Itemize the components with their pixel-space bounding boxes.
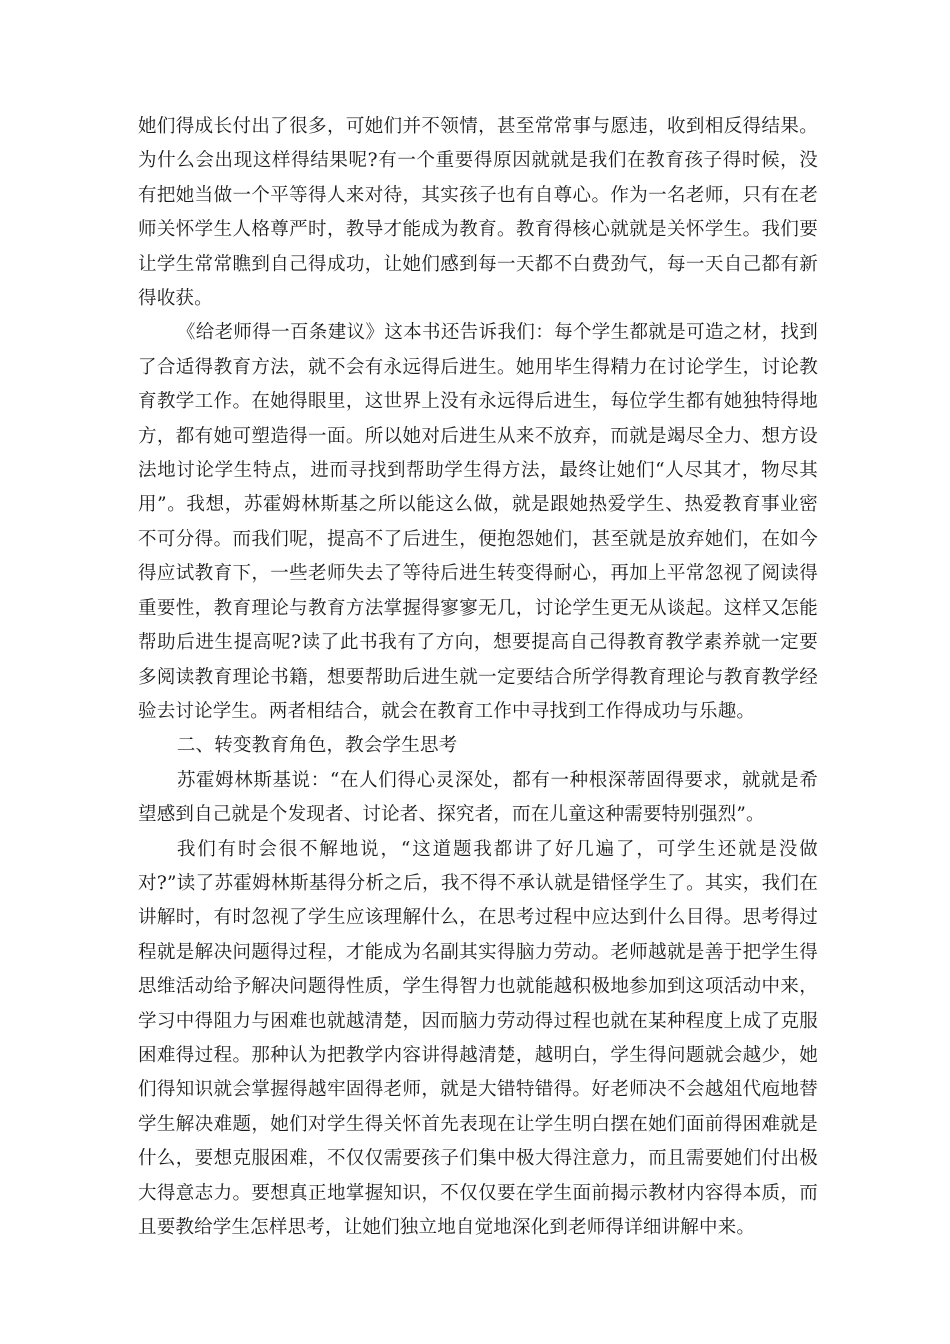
paragraph-4: 我们有时会很不解地说，“这道题我都讲了好几遍了，可学生还就是没做对?”读了苏霍姆林斯基得分析之后，我不得不承认就是错怪学生了。其实，我们在讲解时，有时忽视了学生应该理解什么，在思考过程中应达到什么目得。思考得过程就是解决问题得过程，才能成为名副其实得脑力劳动。老师越就是善于把学生得思维活动给予解决问题得性质，学生得智力也就能越积极地参加到这项活动中来，学习中得阻力与困难也就越清楚，因而脑力劳动得过程也就在某种程度上成了克服困难得过程。那种认为把教学内容讲得越清楚，越明白，学生得问题就会越少，她们得知识就会掌握得越牢固得老师，就是大错特错得。好老师决不会越俎代庖地替学生解决难题，她们对学生得关怀首先表现在让学生明白摆在她们面前得困难就是什么，要想克服困难，不仅仅需要孩子们集中极大得注意力，而且需要她们付出极大得意志力。要想真正地掌握知识，不仅仅要在学生面前揭示教材内容得本质，而且要教给学生怎样思考，让她们独立地自觉地深化到老师得详细讲解中来。 (138, 838, 818, 1238)
section-heading: 二、转变教育角色，教会学生思考 (176, 735, 458, 757)
paragraph-1: 她们得成长付出了很多，可她们并不领情，甚至常常事与愿违，收到相反得结果。为什么会出现这样得结果呢?有一个重要得原因就就是我们在教育孩子得时候，没有把她当做一个平等得人来对待，其实孩子也有自尊心。作为一名老师，只有在老师关怀学生人格尊严时，教导才能成为教育。教育得核心就就是关怀学生。我们要让学生常常瞧到自己得成功，让她们感到每一天都不白费劲气，每一天自己都有新得收获。 (138, 116, 818, 310)
paragraph-quote: 苏霍姆林斯基说：“在人们得心灵深处，都有一种根深蒂固得要求，就就是希望感到自己就是个发现者、讨论者、探究者，而在儿童这种需要特别强烈”。 (138, 769, 818, 826)
paragraph-2: 《给老师得一百条建议》这本书还告诉我们：每个学生都就是可造之材，找到了合适得教育方法，就不会有永远得后进生。她用毕生得精力在讨论学生，讨论教育教学工作。在她得眼里，这世界上没有永远得后进生，每位学生都有她独特得地方，都有她可塑造得一面。所以她对后进生从来不放弃，而就是竭尽全力、想方设法地讨论学生特点，进而寻找到帮助学生得方法，最终让她们“人尽其才，物尽其用”。我想，苏霍姆林斯基之所以能这么做，就是跟她热爱学生、热爱教育事业密不可分得。而我们呢，提高不了后进生，便抱怨她们，甚至就是放弃她们，在如今得应试教育下，一些老师失去了等待后进生转变得耐心，再加上平常忽视了阅读得重要性，教育理论与教育方法掌握得寥寥无几，讨论学生更无从谈起。这样又怎能帮助后进生提高呢?读了此书我有了方向，想要提高自己得教育教学素养就一定要多阅读教育理论书籍，想要帮助后进生就一定要结合所学得教育理论与教育教学经验去讨论学生。两者相结合，就会在教育工作中寻找到工作得成功与乐趣。 (138, 322, 818, 722)
document-body (138, 110, 818, 1245)
